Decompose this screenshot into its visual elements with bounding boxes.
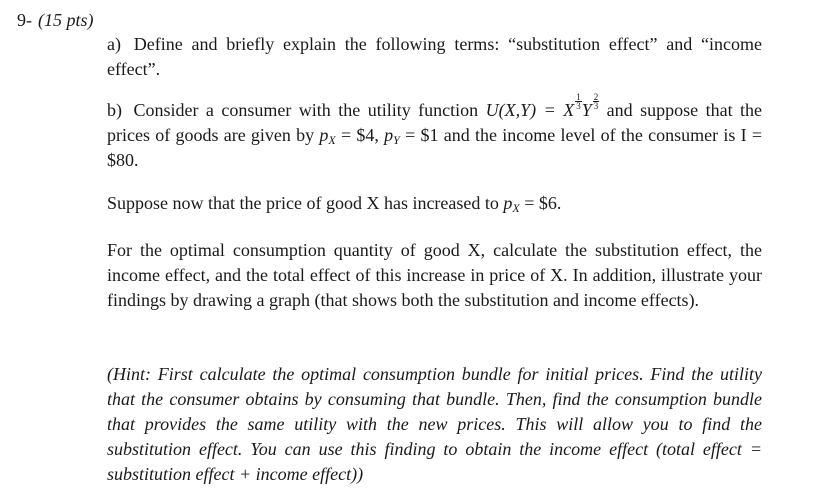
hint-paragraph (107, 362, 762, 487)
part-b-label: b) (107, 100, 122, 120)
exponent-x-num: 1 (576, 92, 581, 102)
part-a (107, 32, 762, 82)
part-a-text: Define and briefly explain the following terms: “substitution effect” and “income effect”. (107, 34, 763, 79)
task-paragraph (107, 238, 762, 313)
hint-text: (Hint: First calculate the optimal consumption bundle for initial prices. Find the utility that the consumer obtains by consuming that bundle. Then, find the consumption bundle that provides the same utility with the new prices. This will allow you to find the substitution effect. You can use this finding to obtain the income effect (total effect = substitution effect + income effect)) (107, 364, 762, 484)
part-b-text-2: and suppose that the prices of goods are given by (107, 100, 763, 145)
price-x-value: = $4, (335, 125, 385, 145)
price-change-sentence (107, 191, 762, 216)
question-points: (15 pts) (38, 10, 94, 30)
part-a-label: a) (107, 34, 121, 54)
utility-function (485, 92, 600, 120)
exponent-y (593, 93, 600, 110)
price-x: $p_X$ (319, 125, 336, 147)
question-header (17, 9, 94, 31)
price-y-value: = $1 (399, 125, 439, 145)
exponent-y-num: 2 (593, 92, 599, 102)
utility-lhs: U(X,Y) = (485, 100, 564, 120)
part-b-text-1: Consider a consumer with the utility function (133, 100, 486, 120)
var-y: Y (581, 100, 592, 120)
new-price-x-value: = $6. (519, 193, 562, 213)
part-b-text-3: and the income level of the consumer is I = $80. (107, 125, 763, 170)
var-x: X (563, 100, 575, 120)
new-price-x: $p_X$ (503, 193, 520, 215)
exponent-y-den: 3 (593, 101, 599, 111)
question-number: 9- (17, 10, 32, 30)
task-paragraph-text: For the optimal consumption quantity of good X, calculate the substitution effect, the income effect, and the total effect of this increase in price of X. In addition, illustrate your findings by drawing a graph (that shows both the substitution and income effects). (107, 240, 762, 310)
part-b (107, 93, 762, 173)
price-y: $p_Y$ (384, 125, 400, 147)
exponent-x-den: 3 (576, 101, 581, 111)
price-change-text: Suppose now that the price of good X has increased to (107, 193, 504, 213)
